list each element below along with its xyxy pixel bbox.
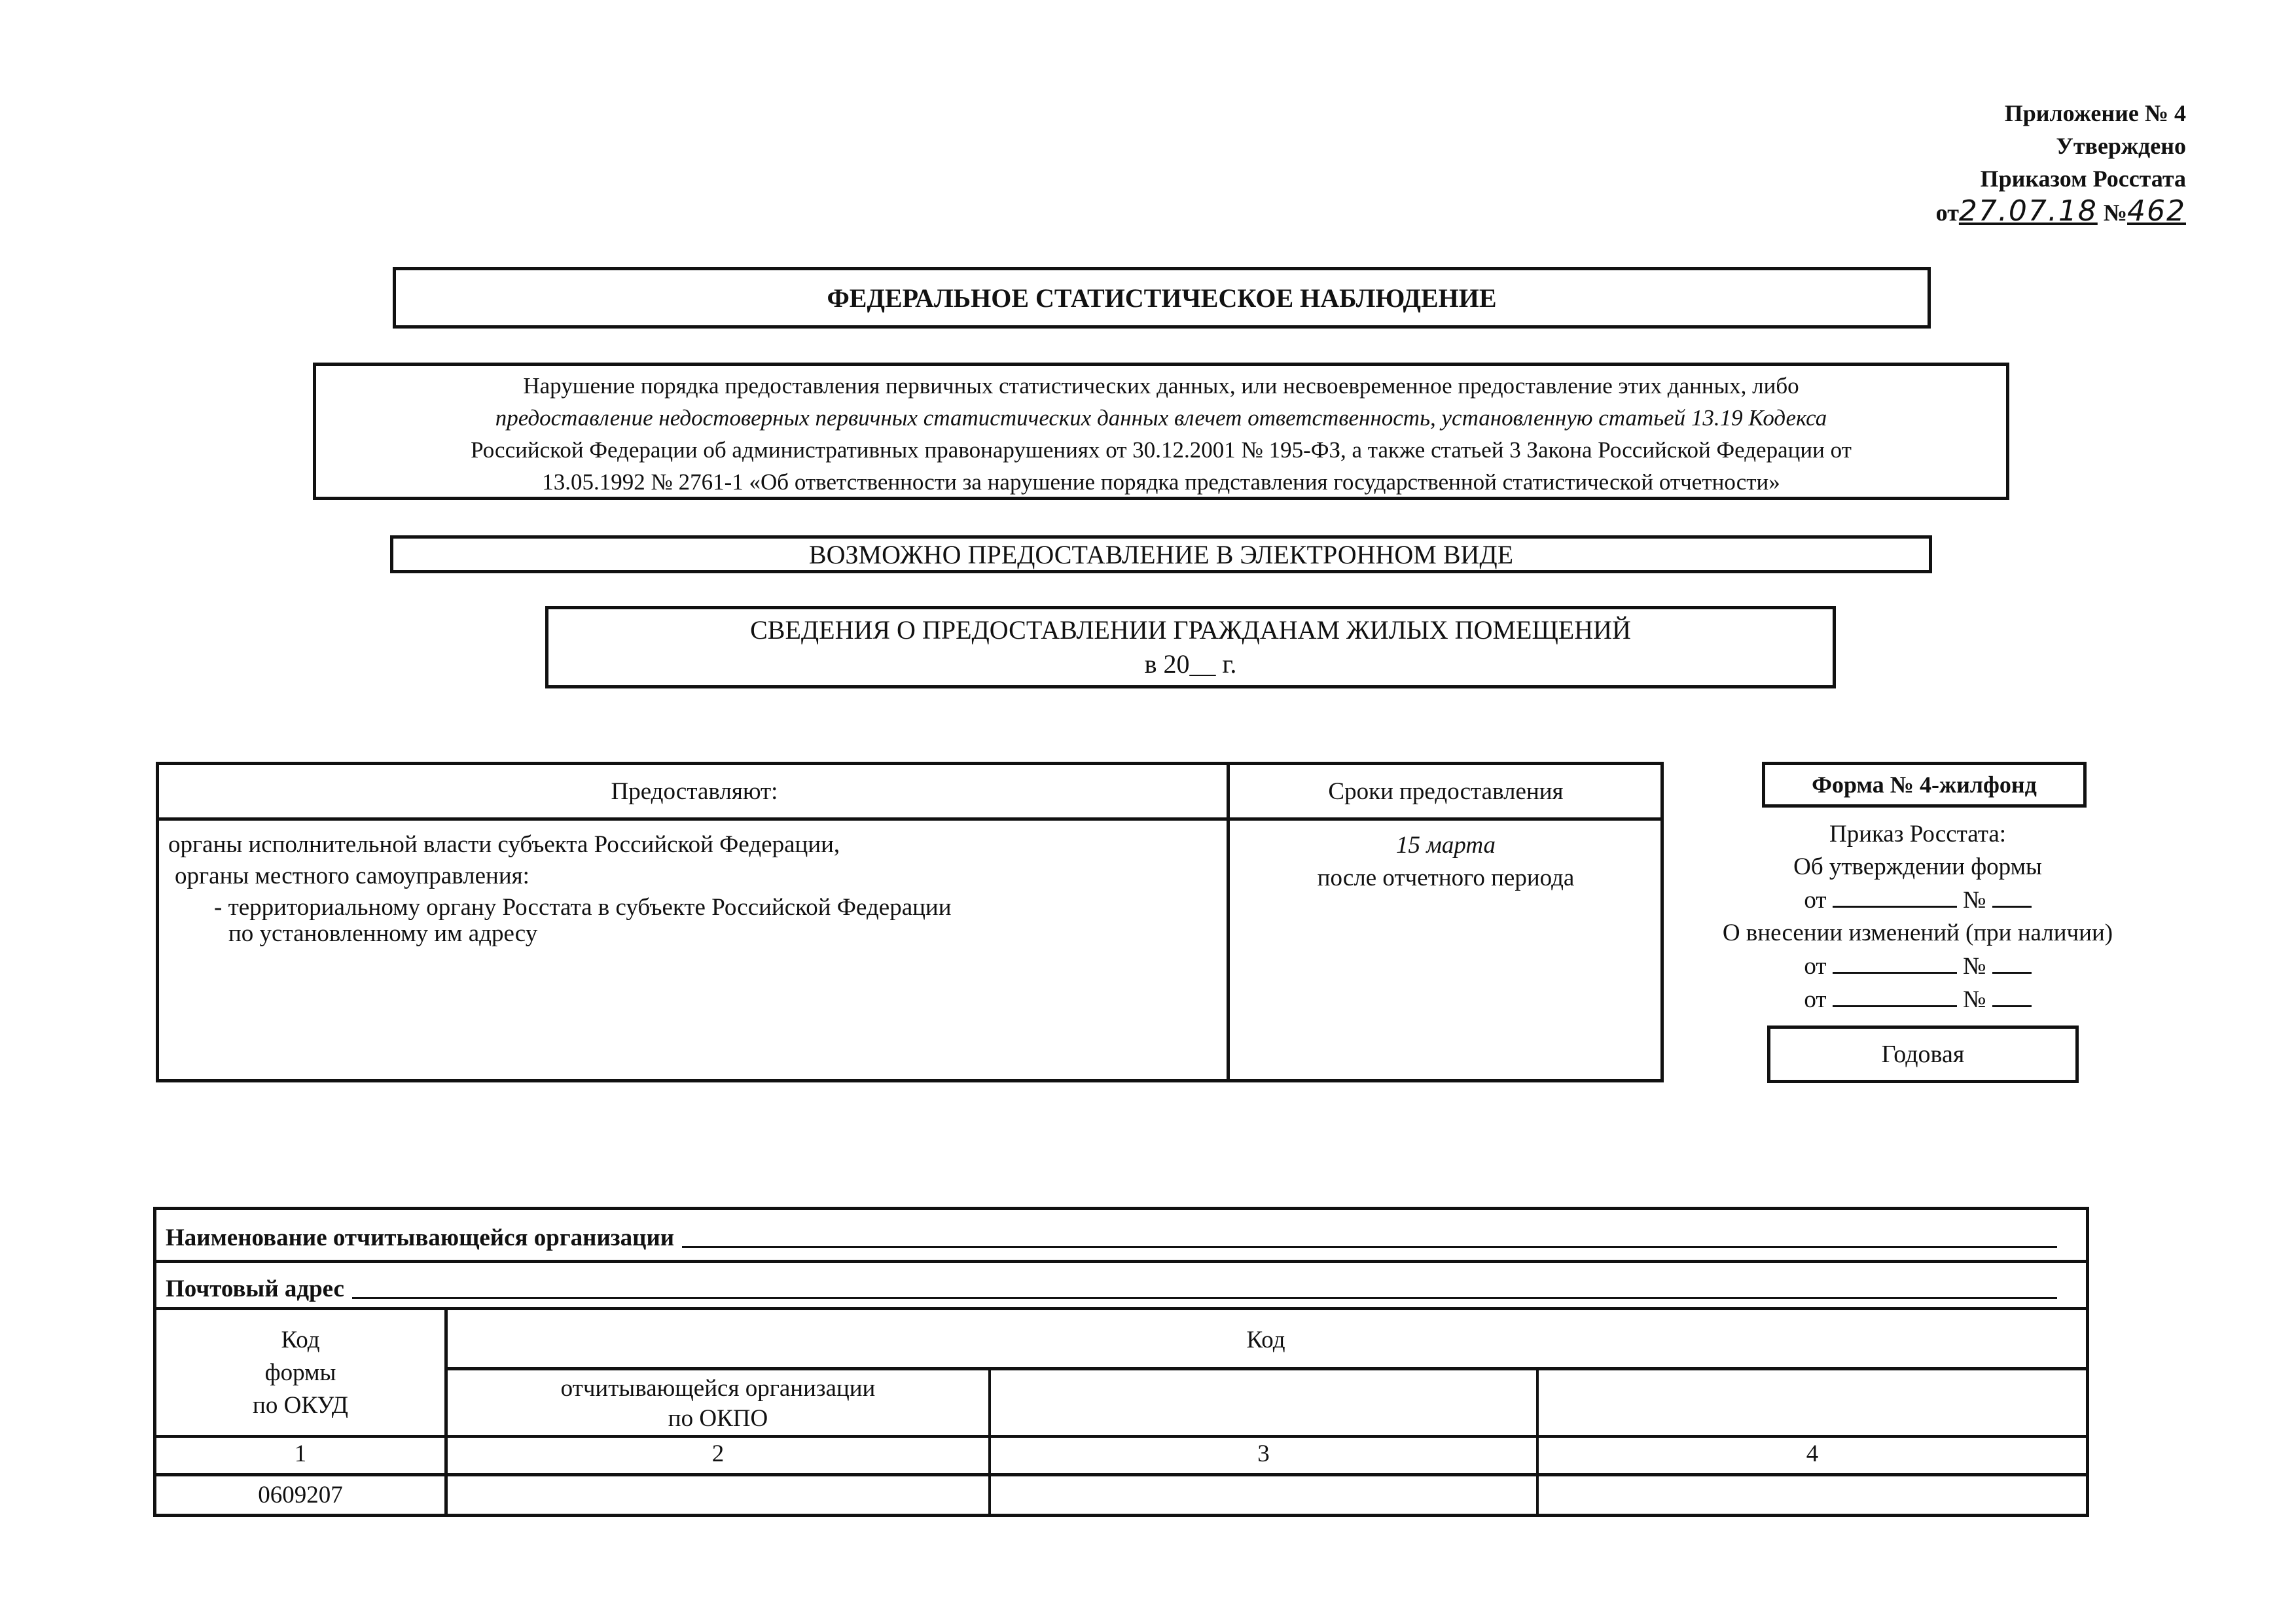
organization-table: [153, 1207, 2089, 1517]
okud-value: 0609207: [258, 1482, 343, 1508]
number-label: №: [1963, 887, 1986, 914]
form-number-box: [1762, 762, 2087, 808]
handwritten-date: 27.07.18: [1958, 194, 2098, 228]
code-header: [448, 1313, 2084, 1366]
submitters-list: [168, 829, 1215, 950]
org-name-field[interactable]: [682, 1240, 2057, 1248]
approved-label: Утверждено: [2056, 133, 2186, 159]
submitter-item: по установленному им адресу: [228, 920, 538, 947]
form-order-info: [1676, 818, 2160, 1016]
changes-label: О внесении изменений (при наличии): [1722, 919, 2113, 946]
deadline-header-text: Сроки предоставления: [1328, 777, 1564, 805]
date-blank[interactable]: [1833, 950, 1957, 974]
submitters-table: [156, 762, 1664, 1082]
date-blank[interactable]: [1833, 883, 1957, 908]
federal-observation-box: [393, 267, 1931, 329]
deadline-note: после отчетного периода: [1317, 865, 1575, 891]
report-title-box: [545, 606, 1836, 688]
table-divider: [159, 817, 1660, 821]
submitters-header-text: Предоставляют:: [611, 777, 778, 805]
order-label: Приказом Росстата: [1980, 166, 2186, 192]
changes-date-line: [1676, 950, 2160, 983]
table-divider: [156, 1473, 2086, 1476]
code-col4-cell[interactable]: [1539, 1477, 2086, 1514]
from-label: от: [1804, 986, 1827, 1013]
warning-line-4: 13.05.1992 № 2761-1 «Об ответственности за нарушение порядка представления государственной статистической отчетности»: [542, 469, 1780, 495]
order-title: Приказ Росстата:: [1829, 821, 2007, 847]
column-number: 1: [294, 1440, 307, 1467]
from-label: от: [1804, 953, 1827, 980]
org-name-label: Наименование отчитывающейся организации: [166, 1224, 675, 1251]
number-label: №: [1963, 953, 1986, 980]
date-prefix: от: [1935, 200, 1959, 226]
okpo-value-cell[interactable]: [448, 1477, 988, 1514]
approve-form-label: Об утверждении формы: [1793, 853, 2042, 880]
address-row: [166, 1270, 2077, 1303]
deadline-column-header: [1230, 765, 1662, 817]
address-label: Почтовый адрес: [166, 1275, 344, 1302]
appendix-label: Приложение № 4: [2004, 100, 2186, 126]
warning-line-2: предоставление недостоверных первичных статистических данных влечет ответственность, установленную статьей 13.19 Кодекса: [495, 405, 1827, 431]
code-header-text: Код: [1246, 1326, 1285, 1353]
reporting-period-box: [1767, 1026, 2079, 1083]
warning-line-3: Российской Федерации об административных правонарушениях от 30.12.2001 № 195-ФЗ, а также статьей 3 Закона Российской Федерации от: [471, 437, 1852, 463]
number-blank[interactable]: [1992, 983, 2032, 1007]
date-blank[interactable]: [1833, 983, 1957, 1007]
warning-line-1: Нарушение порядка предоставления первичных статистических данных, или несвоевременное предоставление этих данных, либо: [523, 373, 1799, 399]
form-number: Форма № 4-жилфонд: [1812, 772, 2037, 798]
column-number: 4: [1806, 1440, 1819, 1467]
deadline-info: [1230, 829, 1662, 895]
org-name-row: [166, 1219, 2077, 1252]
report-year: в 20__ г.: [1144, 649, 1237, 679]
code-col3-cell[interactable]: [991, 1477, 1536, 1514]
approval-block: [1833, 97, 2186, 229]
number-blank[interactable]: [1992, 950, 2032, 974]
changes-date-line: [1676, 983, 2160, 1016]
number-blank[interactable]: [1992, 883, 2032, 908]
address-field[interactable]: [352, 1291, 2057, 1299]
federal-observation-title: ФЕДЕРАЛЬНОЕ СТАТИСТИЧЕСКОЕ НАБЛЮДЕНИЕ: [827, 283, 1497, 313]
submitter-item: - территориальному органу Росстата в субъекте Российской Федерации: [214, 894, 952, 921]
electronic-submission-label: ВОЗМОЖНО ПРЕДОСТАВЛЕНИЕ В ЭЛЕКТРОННОМ ВИДЕ: [808, 539, 1514, 569]
table-divider: [156, 1260, 2086, 1263]
approve-date-line: [1676, 883, 2160, 917]
deadline-date: 15 марта: [1395, 832, 1496, 859]
submitter-item: органы исполнительной власти субъекта Российской Федерации,: [168, 831, 840, 858]
electronic-submission-box: [390, 535, 1932, 573]
column-number: 3: [1257, 1440, 1270, 1467]
report-title: СВЕДЕНИЯ О ПРЕДОСТАВЛЕНИИ ГРАЖДАНАМ ЖИЛЫХ ПОМЕЩЕНИЙ: [750, 615, 1631, 645]
from-label: от: [1804, 887, 1827, 914]
reporting-period: Годовая: [1881, 1041, 1965, 1068]
number-label: №: [1963, 986, 1986, 1013]
okpo-header: отчитывающейся организации по ОКПО: [560, 1375, 876, 1432]
submitters-column-header: [159, 765, 1230, 817]
number-prefix: №: [2103, 200, 2128, 226]
okud-code-header: Код формы по ОКУД: [253, 1327, 348, 1419]
table-divider: [444, 1367, 2086, 1370]
submitter-item: органы местного самоуправления:: [175, 863, 529, 889]
order-date-line: [1833, 195, 2186, 229]
column-number: 2: [711, 1440, 725, 1467]
handwritten-number: 462: [2127, 194, 2186, 228]
liability-warning-box: [313, 363, 2009, 500]
